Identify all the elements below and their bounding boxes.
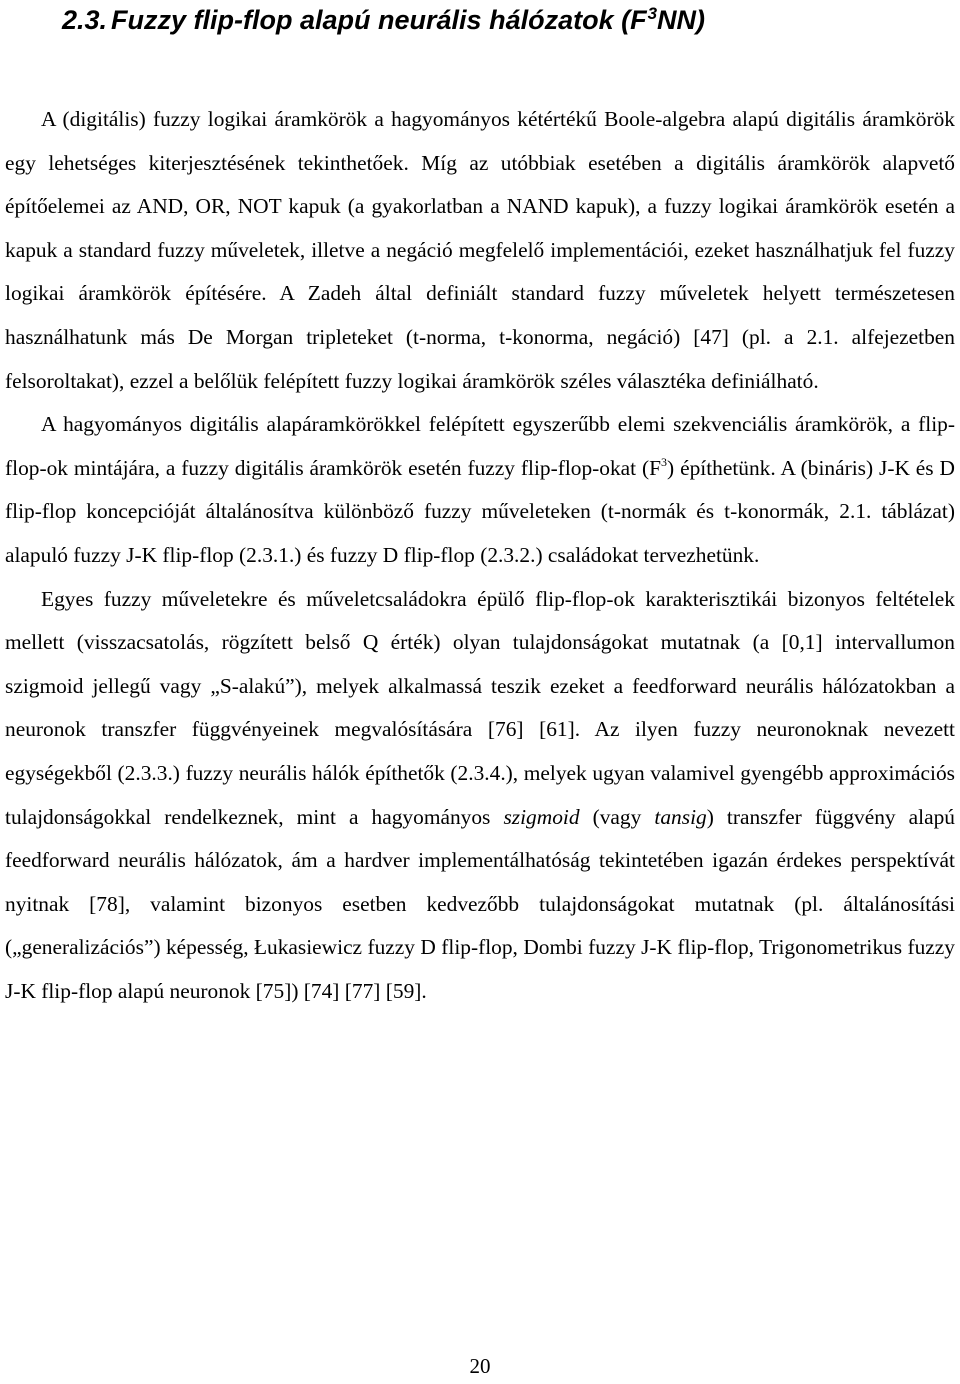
italic-term-szigmoid: szigmoid [503, 804, 580, 829]
paragraph-2-part-2: ) építhetünk. A (bináris) J-K és D flip-flop koncepcióját általánosítva különböző fuzzy műveleteken (t-normák és t-konormák, 2.1. táblázat) alapuló fuzzy J-K flip-flop (2.3.1.) és fuzzy D flip-flop (2.3.2.) családokat tervezhetünk. [5, 455, 955, 567]
superscript-3: 3 [661, 454, 668, 469]
page-number: 20 [469, 1354, 491, 1378]
paragraph-1: A (digitális) fuzzy logikai áramkörök a hagyományos kétértékű Boole-algebra alapú digitális áramkörök egy lehetséges kiterjesztésének tekinthetőek. Míg az utóbbiak esetében a digitális áramkörök alapvető építőelemei az AND, OR, NOT kapuk (a gyakorlatban a NAND kapuk), a fuzzy logikai áramkörök esetén a kapuk a standard fuzzy műveletek, illetve a negáció megfelelő implementációi, ezeket használhatjuk fel fuzzy logikai áramkörök építésére. A Zadeh által definiált standard fuzzy műveletek helyett természetesen használhatunk más De Morgan tripleteket (t-norma, t-konorma, negáció) [47] (pl. a 2.1. alfejezetben felsoroltakat), ezzel a belőlük felépített fuzzy logikai áramkörök széles választéka definiálható. [5, 107, 955, 393]
paragraph-3-part-3: ) transzfer függvény alapú feedforward neurális hálózatok, ám a hardver implementálhatóság tekintetében igazán érdekes perspektívát nyitnak [78], valamint bizonyos esetben kedvezőbb tulajdonságokat mutatnak (pl. általánosítási („generalizációs”) képesség, Łukasiewicz fuzzy D flip-flop, Dombi fuzzy J-K flip-flop, Trigonometrikus fuzzy J-K flip-flop alapú neuronok [75]) [74] [77] [59]. [5, 804, 955, 1003]
paragraph-3-part-1: Egyes fuzzy műveletekre és műveletcsaládokra épülő flip-flop-ok karakterisztikái bizonyos feltételek mellett (visszacsatolás, rögzített belső Q érték) olyan tulajdonságokat mutatnak (a [0,1] intervallumon szigmoid jellegű vagy „S-alakú”), melyek alkalmassá teszik ezeket a feedforward neurális hálózatokban a neuronok transzfer függvényeinek megvalósítására [76] [61]. Az ilyen fuzzy neuronoknak nevezett egységekből (2.3.3.) fuzzy neurális hálók építhetők (2.3.4.), melyek ugyan valamivel gyengébb approximációs tulajdonságokkal rendelkeznek, mint a hagyományos [5, 586, 955, 829]
body-text [5, 98, 955, 1013]
italic-term-tansig: tansig [654, 804, 707, 829]
section-heading [62, 2, 705, 42]
section-title-end: NN) [657, 5, 706, 35]
section-title-superscript: 3 [647, 4, 658, 23]
paragraph-2 [5, 403, 955, 577]
paragraph-2-part-1: A hagyományos digitális alapáramkörökkel felépített egyszerűbb elemi szekvenciális áramkörök, a flip-flop-ok mintájára, a fuzzy digitális áramkörök esetén fuzzy flip-flop-okat (F [5, 412, 955, 480]
paragraph-3-part-2: (vagy [579, 804, 655, 829]
paragraph-3 [5, 578, 955, 1014]
section-number: 2.3. [62, 5, 108, 35]
section-title-main: Fuzzy flip-flop alapú neurális hálózatok (F [111, 5, 647, 35]
